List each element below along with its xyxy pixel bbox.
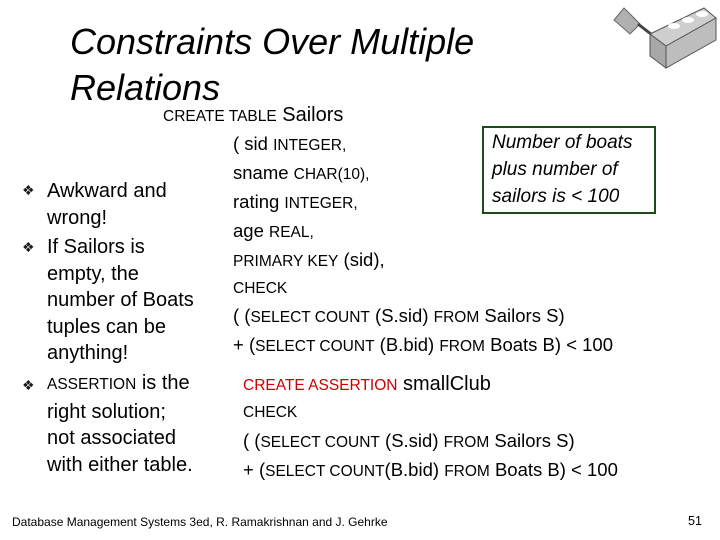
bullet-2-line: number of Boats xyxy=(47,289,194,311)
code-text: (sid), xyxy=(338,249,385,270)
create-table-line: CHECK xyxy=(233,280,288,297)
bullet-icon: ❖ xyxy=(22,239,35,255)
sql-keyword: FROM xyxy=(439,338,485,355)
bullet-1 xyxy=(47,178,167,231)
code-text: rating xyxy=(233,191,285,212)
create-table-line xyxy=(233,305,565,327)
code-text: Boats B) < 100 xyxy=(489,459,618,480)
code-text: + ( xyxy=(233,334,256,355)
sql-keyword: SELECT COUNT xyxy=(250,309,370,326)
create-table-line xyxy=(233,133,346,155)
code-text: age xyxy=(233,220,270,241)
code-text: ( sid xyxy=(233,133,274,154)
create-table-line xyxy=(233,334,613,356)
footer-citation: Database Management Systems 3ed, R. Ramakrishnan and J. Gehrke xyxy=(12,515,388,529)
bullet-1-line: Awkward and xyxy=(47,180,167,202)
table-name: Sailors xyxy=(276,104,344,126)
bullet-3-text: is the xyxy=(136,372,190,394)
bullet-3-line: with either table. xyxy=(47,453,193,476)
code-text: (B.bid) xyxy=(374,334,440,355)
code-text: (S.sid) xyxy=(379,430,444,451)
note-line: Number of boats xyxy=(492,132,633,153)
sql-keyword: SELECT COUNT xyxy=(255,338,375,355)
sql-type: CHAR(10), xyxy=(293,166,370,183)
sql-keyword: FROM xyxy=(443,434,490,451)
code-text: + ( xyxy=(243,459,266,480)
note-line: plus number of xyxy=(492,159,618,180)
code-text: ( ( xyxy=(243,430,261,451)
create-table-line xyxy=(163,104,343,127)
assertion-line xyxy=(243,373,491,396)
bullet-2-line: empty, the xyxy=(47,262,139,285)
code-text: Sailors S) xyxy=(479,305,565,326)
code-text: sname xyxy=(233,162,294,183)
bullet-3-line: right solution; xyxy=(47,400,166,423)
sql-keyword: FROM xyxy=(444,463,490,480)
bullet-2 xyxy=(47,234,194,367)
bullet-2-line: If Sailors is xyxy=(47,236,145,258)
sql-type: INTEGER, xyxy=(273,137,347,154)
assertion-line xyxy=(243,459,618,481)
assertion-line xyxy=(243,430,575,452)
sql-type: REAL, xyxy=(269,224,314,241)
note-line: sailors is < 100 xyxy=(492,186,620,207)
sql-keyword: PRIMARY KEY xyxy=(233,253,339,270)
create-table-line xyxy=(233,162,369,184)
bullet-3 xyxy=(47,370,193,478)
code-text: (B.bid) xyxy=(384,459,445,480)
code-text: ( ( xyxy=(233,305,251,326)
code-text: Sailors S) xyxy=(489,430,575,451)
bullet-icon: ❖ xyxy=(22,182,35,198)
note-box xyxy=(482,126,656,214)
sql-keyword: FROM xyxy=(433,309,480,326)
assertion-name: smallClub xyxy=(397,373,491,395)
assertion-line: CHECK xyxy=(243,404,298,421)
bullet-2-line: tuples can be xyxy=(47,315,166,338)
code-text: (S.sid) xyxy=(369,305,434,326)
brick-and-trowel-icon xyxy=(612,2,718,70)
code-text: Boats B) < 100 xyxy=(484,334,614,355)
bullet-2-line: anything! xyxy=(47,342,129,364)
page-number: 51 xyxy=(688,514,702,528)
create-table-line xyxy=(233,220,314,242)
create-table-line xyxy=(233,249,385,271)
sql-keyword: SELECT COUNT xyxy=(265,463,385,480)
sql-keyword: CREATE ASSERTION xyxy=(243,377,398,394)
sql-keyword: CREATE TABLE xyxy=(163,108,277,125)
bullet-icon: ❖ xyxy=(22,377,35,393)
sql-type: INTEGER, xyxy=(284,195,358,212)
create-table-line xyxy=(233,191,358,213)
sql-keyword: SELECT COUNT xyxy=(260,434,380,451)
slide-title-line-1: Constraints Over Multiple xyxy=(70,21,475,62)
bullet-3-line: not associated xyxy=(47,427,176,449)
assertion-keyword: ASSERTION xyxy=(47,376,137,393)
slide-title-line-2: Relations xyxy=(70,67,221,108)
bullet-1-line: wrong! xyxy=(47,206,108,229)
